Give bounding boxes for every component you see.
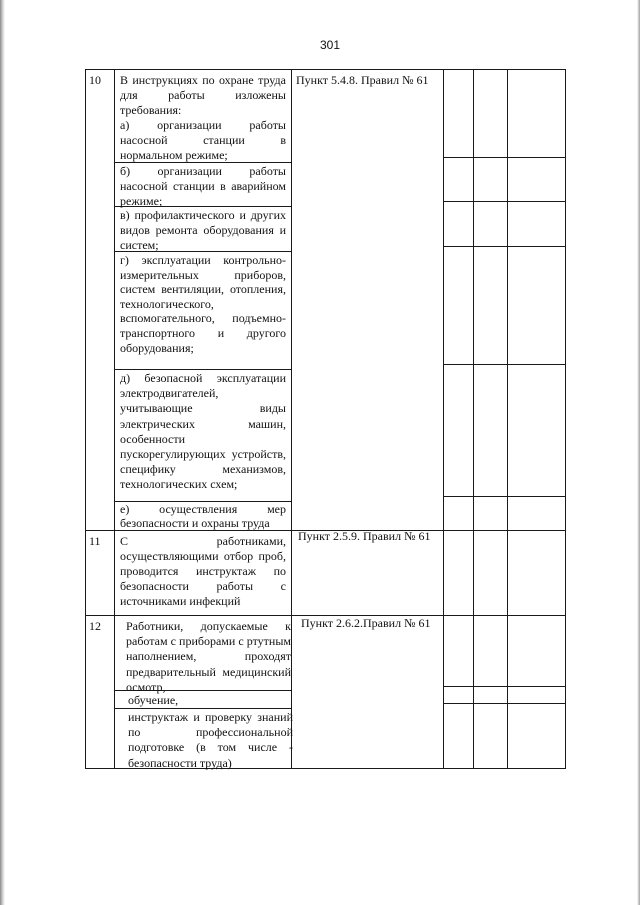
subrow-divider-right <box>443 686 566 687</box>
requirement-text: г) эксплуатации контрольно-измерительных приборов, систем вентиляции, отопления, технологического, вспомогательного, подъемно-транспортного и другого оборудования; <box>120 253 286 355</box>
row-number: 12 <box>89 619 101 633</box>
subrow-divider-right <box>443 703 566 704</box>
row-number: 11 <box>89 534 101 548</box>
requirement-text: б) организации работы насосной станции в аварийном режиме; <box>120 164 286 209</box>
requirement-text: инструктаж и проверку знаний по профессиональной подготовке (в том числе - безопасности труда) <box>128 710 293 770</box>
requirement-text: обучение, <box>128 693 179 707</box>
requirement-text: е) осуществления мер безопасности и охраны труда <box>120 502 286 530</box>
table-border-left <box>85 69 86 769</box>
subrow-divider-right <box>443 496 566 497</box>
row-number: 10 <box>89 73 101 87</box>
requirement-text: д) безопасной эксплуатации электродвигателей, учитывающие виды электрических машин, особенности пускорегулирующих устройств, специфику механизмов, технологических схем; <box>120 371 286 492</box>
subrow-divider-right <box>443 157 566 158</box>
subrow-divider-right <box>443 201 566 202</box>
reference-text: Пункт 2.5.9. Правил № 61 <box>298 529 431 543</box>
column-divider-ref <box>443 69 444 769</box>
column-divider-a <box>473 69 474 769</box>
reference-text: Пункт 2.6.2.Правил № 61 <box>301 616 431 630</box>
subrow-divider-right <box>443 364 566 365</box>
reference-text: Пункт 5.4.8. Правил № 61 <box>296 73 429 87</box>
requirement-text: а) организации работы насосной станции в нормальном режиме; <box>120 118 286 163</box>
subrow-divider <box>114 369 292 370</box>
subrow-divider-right <box>443 246 566 247</box>
column-divider-b <box>507 69 508 769</box>
column-divider-num <box>114 69 115 769</box>
table-border-right <box>565 69 566 769</box>
page-number: 301 <box>319 38 341 52</box>
requirement-text: в) профилактического и других видов ремонта оборудования и систем; <box>120 208 286 253</box>
column-divider-text <box>291 69 292 769</box>
scan-shadow-left <box>0 0 5 905</box>
requirement-text: В инструкциях по охране труда для работы изложены требования: <box>120 73 286 118</box>
requirement-text: Работники, допускаемые к работам с приборами с ртутным наполнением, проходят предварительный медицинский осмотр, <box>126 619 291 694</box>
table-border-top <box>85 69 566 70</box>
requirement-text: С работниками, осуществляющими отбор проб, проводится инструктаж по безопасности работы с источниками инфекций <box>120 534 286 608</box>
